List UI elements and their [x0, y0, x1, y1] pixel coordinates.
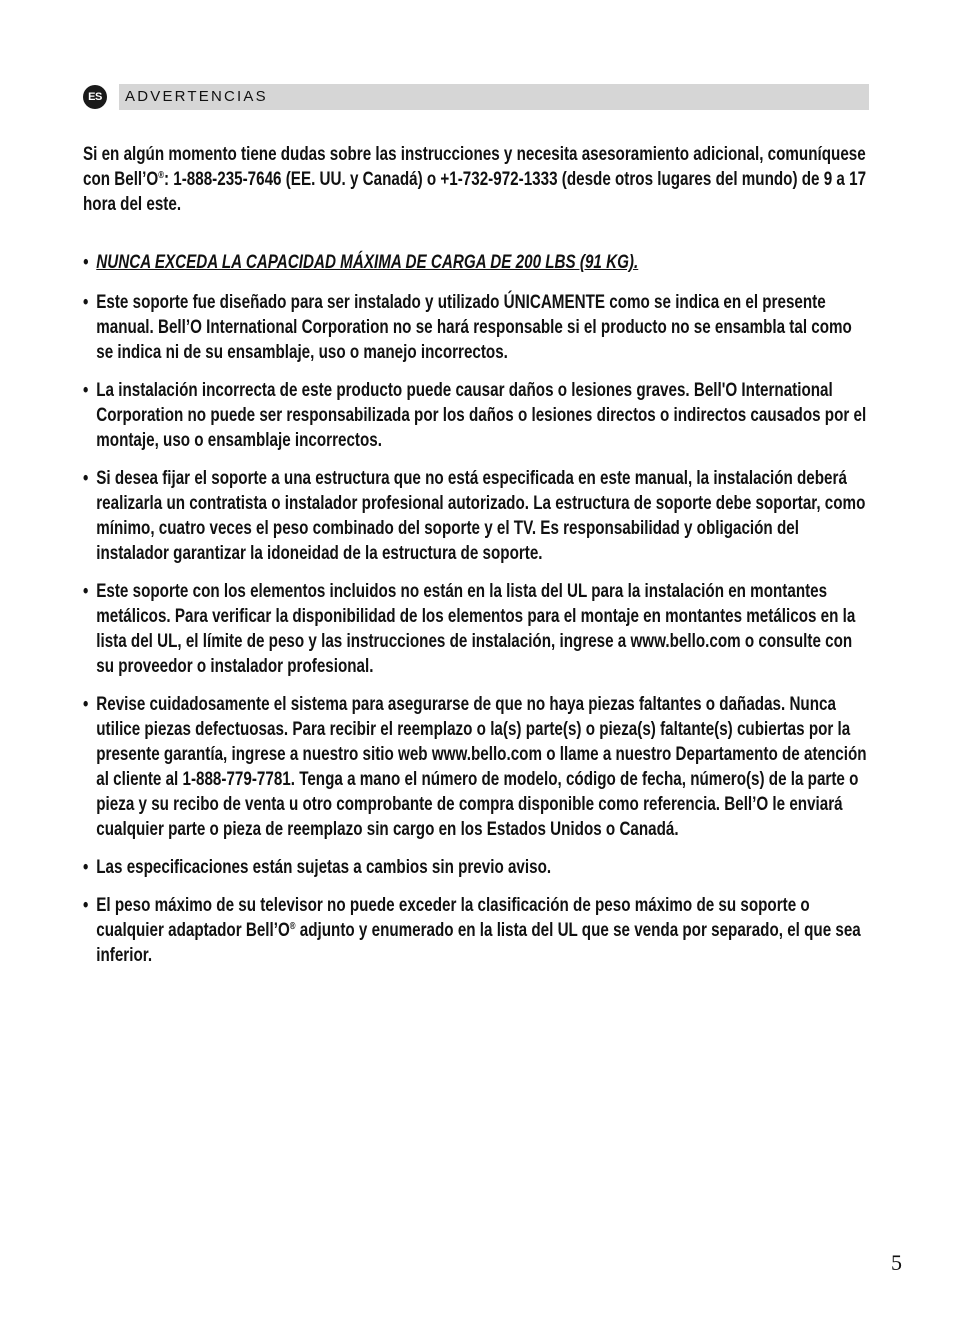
registered-mark: ® [158, 170, 164, 181]
list-item: • Si desea fijar el soporte a una estructura que no está especificada en este manual, la instalación deberá realizarla un contratista o instalador profesional autorizado. La estructura de soporte debe soportar, como mínimo, cuatro veces el peso combinado del soporte y el TV. Es responsabilidad y obligación del instalador garantizar la idoneidad de la estructura de soporte. [83, 466, 871, 566]
language-code: ES [88, 91, 102, 103]
list-item: • Este soporte con los elementos incluidos no están en la lista del UL para la instalación en montantes metálicos. Para verificar la disponibilidad de los elementos para el montaje en montantes metálicos en la lista del UL, el límite de peso y las instrucciones de instalación, ingrese a www.bello.com o consulte con su proveedor o instalador profesional. [83, 579, 871, 679]
intro-text-2: : 1-888-235-7646 (EE. UU. y Canadá) o +1-732-972-1333 (desde otros lugares del mundo) de 9 a 17 hora del este. [83, 168, 867, 215]
list-item [83, 893, 871, 968]
language-badge [83, 85, 107, 109]
section-title: ADVERTENCIAS [125, 88, 268, 105]
intro-paragraph [83, 142, 871, 217]
list-item: • La instalación incorrecta de este producto puede causar daños o lesiones graves. Bell'O International Corporation no puede ser responsabilizada por los daños o lesiones directos o indirectos causados por el montaje, uso o ensamblaje incorrectos. [83, 378, 871, 453]
section-header [83, 84, 869, 112]
intro-text-1: Si en algún momento tiene dudas sobre las instrucciones y necesita asesoramiento adicional, comuníquese con Bell’O [83, 143, 866, 190]
warnings-content [83, 142, 871, 981]
registered-mark: ® [289, 921, 296, 932]
list-item: • Este soporte fue diseñado para ser instalado y utilizado ÚNICAMENTE como se indica en el presente manual. Bell’O International Corporation no se hará responsable si el producto no se ensambla tal como se indica ni de su ensamblaje, uso o manejo incorrectos. [83, 290, 871, 365]
list-item: • Revise cuidadosamente el sistema para asegurarse de que no haya piezas faltantes o dañadas. Nunca utilice piezas defectuosas. Para recibir el reemplazo o la(s) parte(s) o pieza(s) faltante(s) cubiertas por la presente garantía, ingrese a nuestro sitio web www.bello.com o llame a nuestro Departamento de atención al cliente al 1-888-779-7781. Tenga a mano el número de modelo, código de fecha, número(s) de la parte o pieza y su recibo de venta u otro comprobante de compra disponible como referencia. Bell’O le enviará cualquier parte o pieza de reemplazo sin cargo en los Estados Unidos o Canadá. [83, 692, 871, 842]
page-number: 5 [891, 1250, 902, 1275]
list-item-text-2: adjunto y enumerado en la lista del UL que se venda por separado, el que sea inferior. [96, 919, 861, 966]
list-item-text-1: El peso máximo de su televisor no puede exceder la clasificación de peso máximo de su soporte o cualquier adaptador Bell’O [96, 894, 810, 941]
warning-list [83, 250, 871, 968]
list-item: • Las especificaciones están sujetas a cambios sin previo aviso. [83, 855, 871, 880]
list-item: • NUNCA EXCEDA LA CAPACIDAD MÁXIMA DE CARGA DE 200 LBS (91 KG). [83, 250, 871, 275]
